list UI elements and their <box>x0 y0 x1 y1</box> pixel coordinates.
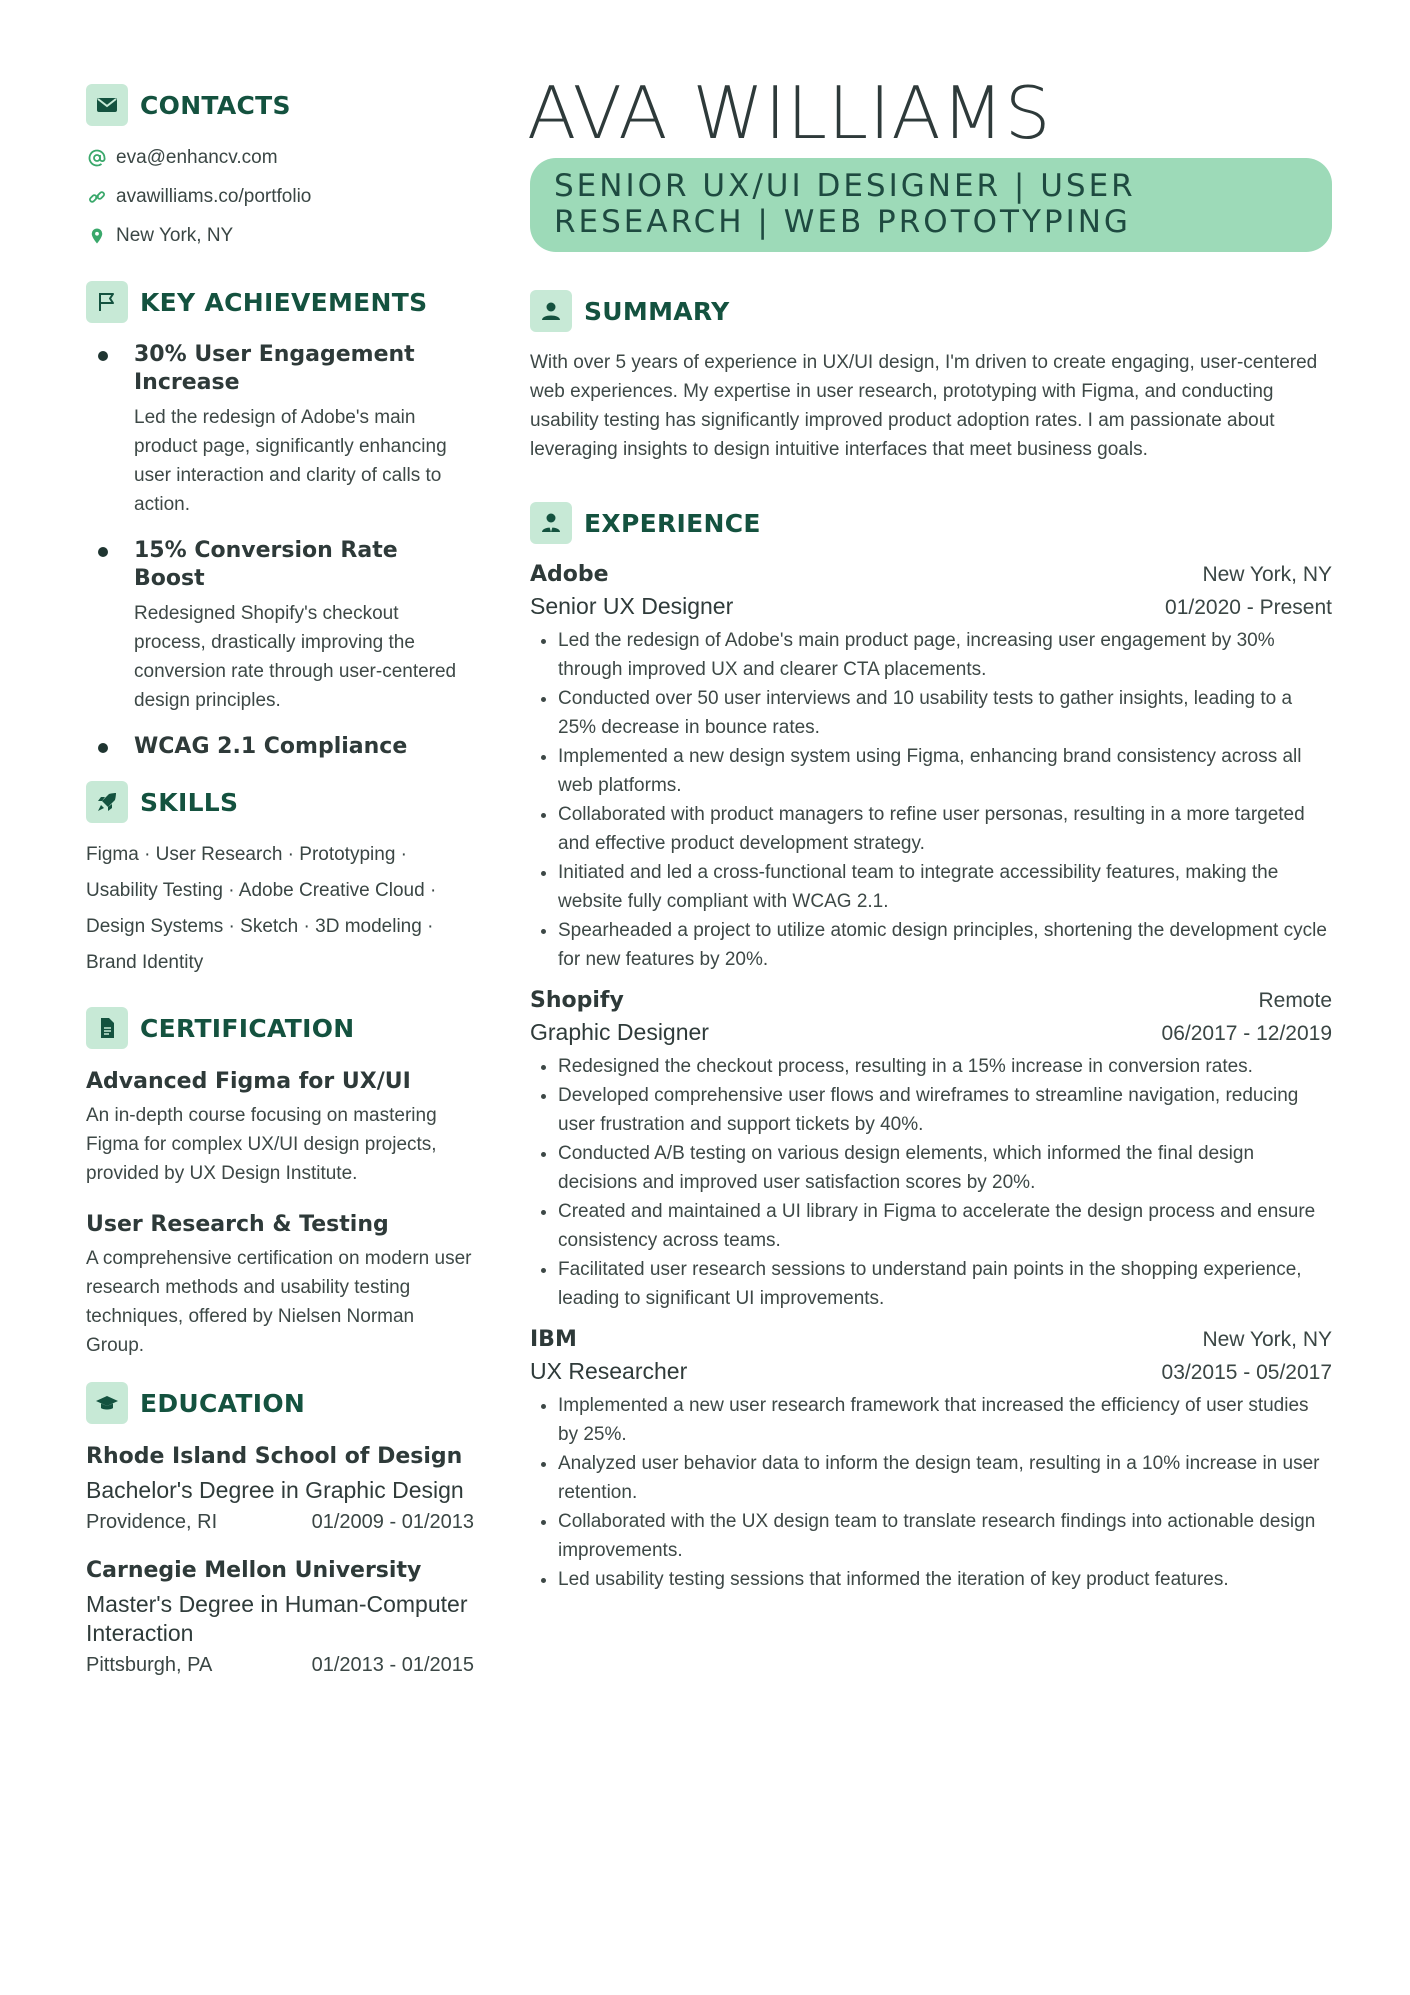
job-entry <box>530 1327 1332 1594</box>
education-dates: 01/2009 - 01/2013 <box>311 1511 474 1533</box>
job-role: Senior UX Designer <box>530 593 734 619</box>
contact-location <box>86 216 474 255</box>
achievement-item <box>86 537 474 715</box>
education-location: Pittsburgh, PA <box>86 1654 213 1676</box>
skills-title: SKILLS <box>140 787 239 817</box>
job-bullet: • Spearheaded a project to utilize atomic design principles, shortening the development cycle for new features by 20%. <box>558 916 1332 974</box>
job-bullet: • Implemented a new design system using Figma, enhancing brand consistency across all web platforms. <box>558 742 1332 800</box>
education-title: EDUCATION <box>140 1388 306 1418</box>
rocket-icon <box>86 781 128 823</box>
certification-item <box>86 1210 474 1360</box>
bullet-dot <box>98 547 108 557</box>
website-text: avawilliams.co/portfolio <box>116 185 312 207</box>
certification-desc: An in-depth course focusing on mastering Figma for complex UX/UI design projects, provided by UX Design Institute. <box>86 1105 437 1184</box>
education-header <box>86 1382 474 1424</box>
job-subheader <box>530 1019 1332 1046</box>
company-name: Adobe <box>530 562 609 587</box>
job-subheader <box>530 1358 1332 1385</box>
contacts-header <box>86 84 474 126</box>
job-role: UX Researcher <box>530 1358 688 1384</box>
experience-title: EXPERIENCE <box>584 508 761 538</box>
job-location: Remote <box>1258 989 1332 1012</box>
job-bullets <box>530 1391 1332 1594</box>
degree: Master's Degree in Human-Computer Interaction <box>86 1591 468 1646</box>
achievement-item <box>86 341 474 519</box>
right-column <box>527 70 1332 1608</box>
bullet-dot <box>98 743 108 753</box>
degree: Bachelor's Degree in Graphic Design <box>86 1477 464 1503</box>
job-location: New York, NY <box>1202 1328 1332 1351</box>
achievements-header <box>86 281 474 323</box>
job-title-banner: SENIOR UX/UI DESIGNER | USER RESEARCH | WEB PROTOTYPING <box>530 158 1332 252</box>
education-meta <box>86 1654 474 1677</box>
skills-header <box>86 781 474 823</box>
achievement-title: 15% Conversion Rate Boost <box>134 538 398 591</box>
education-dates: 01/2013 - 01/2015 <box>311 1654 474 1676</box>
email-text: eva@enhancv.com <box>116 146 278 168</box>
company-name: IBM <box>530 1327 577 1352</box>
job-bullet: • Facilitated user research sessions to understand pain points in the shopping experience, leading to significant UI improvements. <box>558 1255 1332 1313</box>
job-entry <box>530 562 1332 974</box>
at-icon <box>86 149 108 167</box>
education-meta <box>86 1511 474 1534</box>
link-icon <box>86 188 108 206</box>
candidate-name: AVA WILLIAMS <box>527 71 1052 155</box>
summary-header <box>530 290 1332 332</box>
certification-name: Advanced Figma for UX/UI <box>86 1069 411 1094</box>
graduation-cap-icon <box>86 1382 128 1424</box>
job-bullets <box>530 1052 1332 1313</box>
skills-section <box>86 781 474 981</box>
skills-list: Figma · User Research · Prototyping · Usability Testing · Adobe Creative Cloud · Design Systems · Sketch · 3D modeling · Brand Identity <box>86 844 437 973</box>
location-text: New York, NY <box>116 224 234 246</box>
school-name: Rhode Island School of Design <box>86 1444 463 1469</box>
achievement-title: WCAG 2.1 Compliance <box>134 734 408 759</box>
certification-section <box>86 1007 474 1360</box>
job-header <box>530 988 1332 1013</box>
education-item <box>86 1442 474 1534</box>
job-bullet: • Collaborated with the UX design team to translate research findings into actionable design improvements. <box>558 1507 1332 1565</box>
certification-header <box>86 1007 474 1049</box>
achievement-item <box>86 733 474 761</box>
experience-section <box>530 502 1332 1594</box>
achievement-desc: Led the redesign of Adobe's main product page, significantly enhancing user interaction and clarity of calls to action. <box>134 407 447 515</box>
job-bullet: • Created and maintained a UI library in Figma to accelerate the design process and ensure consistency across teams. <box>558 1197 1332 1255</box>
job-bullet: • Led usability testing sessions that informed the iteration of key product features. <box>558 1565 1332 1594</box>
achievements-title: KEY ACHIEVEMENTS <box>140 287 428 317</box>
experience-header <box>530 502 1332 544</box>
contacts-title: CONTACTS <box>140 90 291 120</box>
summary-title: SUMMARY <box>584 296 730 326</box>
summary-text: With over 5 years of experience in UX/UI design, I'm driven to create engaging, user-centered web experiences. My expertise in user research, prototyping with Figma, and conducting usability testing has significantly improved product adoption rates. I am passionate about leveraging insights to design intuitive interfaces that meet business goals. <box>530 352 1318 460</box>
job-bullet: • Initiated and led a cross-functional team to integrate accessibility features, making the website fully compliant with WCAG 2.1. <box>558 858 1332 916</box>
job-bullet: • Conducted A/B testing on various design elements, which informed the final design decisions and improved user satisfaction scores by 20%. <box>558 1139 1332 1197</box>
job-subheader <box>530 593 1332 620</box>
job-bullet: • Led the redesign of Adobe's main product page, increasing user engagement by 30% through improved UX and clearer CTA placements. <box>558 626 1332 684</box>
certification-desc: A comprehensive certification on modern user research methods and usability testing techniques, offered by Nielsen Norman Group. <box>86 1248 472 1356</box>
company-name: Shopify <box>530 988 624 1013</box>
achievements-section <box>86 281 474 761</box>
job-bullet: • Redesigned the checkout process, resulting in a 15% increase in conversion rates. <box>558 1052 1332 1081</box>
job-bullet: • Conducted over 50 user interviews and 10 usability tests to gather insights, leading to a 25% decrease in bounce rates. <box>558 684 1332 742</box>
job-bullet: • Developed comprehensive user flows and wireframes to streamline navigation, reducing user frustration and support tickets by 40%. <box>558 1081 1332 1139</box>
job-dates: 06/2017 - 12/2019 <box>1161 1022 1332 1045</box>
job-bullet: • Analyzed user behavior data to inform the design team, resulting in a 10% increase in user retention. <box>558 1449 1332 1507</box>
bullet-dot <box>98 351 108 361</box>
education-item <box>86 1556 474 1677</box>
job-location: New York, NY <box>1202 563 1332 586</box>
certification-item <box>86 1067 474 1188</box>
job-bullet: • Implemented a new user research framework that increased the efficiency of user studies by 25%. <box>558 1391 1332 1449</box>
contact-email[interactable] <box>86 138 474 177</box>
certification-name: User Research & Testing <box>86 1212 389 1237</box>
flag-icon <box>86 281 128 323</box>
job-entry <box>530 988 1332 1313</box>
education-location: Providence, RI <box>86 1511 218 1533</box>
education-section <box>86 1382 474 1677</box>
summary-section <box>530 290 1332 464</box>
certification-title: CERTIFICATION <box>140 1013 355 1043</box>
document-icon <box>86 1007 128 1049</box>
job-dates: 01/2020 - Present <box>1165 596 1332 619</box>
left-column <box>86 84 474 1699</box>
envelope-icon <box>86 84 128 126</box>
contacts-section <box>86 84 474 255</box>
map-pin-icon <box>86 227 108 245</box>
job-bullet: • Collaborated with product managers to refine user personas, resulting in a more targeted and effective product development strategy. <box>558 800 1332 858</box>
job-header <box>530 1327 1332 1352</box>
user-icon <box>530 290 572 332</box>
school-name: Carnegie Mellon University <box>86 1558 422 1583</box>
job-bullets <box>530 626 1332 974</box>
achievement-desc: Redesigned Shopify's checkout process, drastically improving the conversion rate through user-centered design principles. <box>134 603 457 711</box>
job-header <box>530 562 1332 587</box>
achievement-title: 30% User Engagement Increase <box>134 342 415 395</box>
job-dates: 03/2015 - 05/2017 <box>1161 1361 1332 1384</box>
user-tie-icon <box>530 502 572 544</box>
contact-website[interactable] <box>86 177 474 216</box>
job-role: Graphic Designer <box>530 1019 709 1045</box>
